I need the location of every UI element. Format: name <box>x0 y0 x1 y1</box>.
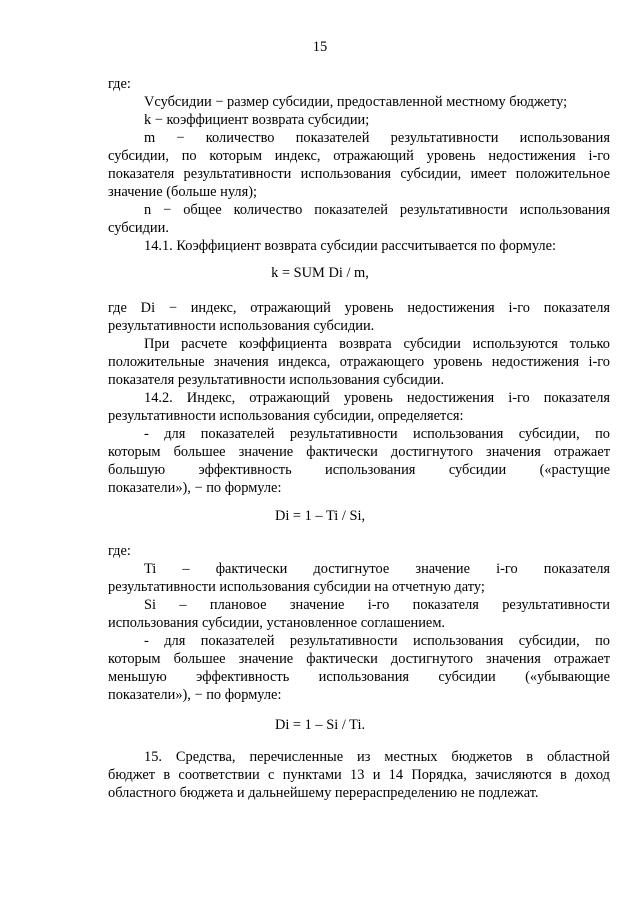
text-line: 15. Средства, перечисленные из местных бюджетов в областной <box>144 749 610 765</box>
text-line: субсидии, по которым индекс, отражающий уровень недостижения i-го <box>108 148 610 164</box>
text-line: результативности использования субсидии на отчетную дату; <box>108 579 485 595</box>
text-line: значение (больше нуля); <box>108 184 257 200</box>
text-line: показателя результативности использования субсидии, имеет положительное <box>108 166 610 182</box>
formula-di-decreasing: Di = 1 – Si / Ti. <box>274 717 366 733</box>
text-line: Vсубсидии − размер субсидии, предоставленной местному бюджету; <box>144 94 568 110</box>
text-line: которым большее значение фактически достигнутого значения отражает <box>108 444 610 460</box>
formula-k: k = SUM Di / m, <box>271 265 369 281</box>
text-line: использования субсидии, установленное соглашением. <box>108 615 446 631</box>
text-line: - для показателей результативности использования субсидии, по <box>144 426 610 442</box>
text-line: показателя результативности использования субсидии. <box>108 372 445 388</box>
text-line: где: <box>108 76 131 92</box>
text-line: показатели»), − по формуле: <box>108 480 282 496</box>
text-line: 14.2. Индекс, отражающий уровень недостижения i-го показателя <box>144 390 610 406</box>
text-line: - для показателей результативности использования субсидии, по <box>144 633 610 649</box>
text-line: n − общее количество показателей результативности использования <box>144 202 610 218</box>
text-line: которым большее значение фактически достигнутого значения отражает <box>108 651 610 667</box>
text-line: результативности использования субсидии. <box>108 318 375 334</box>
text-line: При расчете коэффициента возврата субсидии используются только <box>144 336 610 352</box>
text-line: m − количество показателей результативности использования <box>144 130 610 146</box>
page-number: 15 <box>312 39 328 55</box>
text-line: где: <box>108 543 131 559</box>
text-line: k − коэффициент возврата субсидии; <box>144 112 370 128</box>
text-line: областного бюджета и дальнейшему перераспределению не подлежат. <box>108 785 539 801</box>
text-line: результативности использования субсидии, определяется: <box>108 408 464 424</box>
text-line: Ti – фактически достигнутое значение i-го показателя <box>144 561 610 577</box>
text-line: 14.1. Коэффициент возврата субсидии рассчитывается по формуле: <box>144 238 556 254</box>
text-line: бюджет в соответствии с пунктами 13 и 14 Порядка, зачисляются в доход <box>108 767 610 783</box>
text-line: положительные значения индекса, отражающего уровень недостижения i-го <box>108 354 610 370</box>
text-line: Si – плановое значение i-го показателя результативности <box>144 597 610 613</box>
text-line: субсидии. <box>108 220 169 236</box>
text-line: показатели»), − по формуле: <box>108 687 282 703</box>
text-line: где Di − индекс, отражающий уровень недостижения i-го показателя <box>108 300 610 316</box>
text-line: меньшую эффективность использования субсидии («убывающие <box>108 669 610 685</box>
text-line: большую эффективность использования субсидии («растущие <box>108 462 610 478</box>
formula-di-growing: Di = 1 – Ti / Si, <box>274 508 366 524</box>
